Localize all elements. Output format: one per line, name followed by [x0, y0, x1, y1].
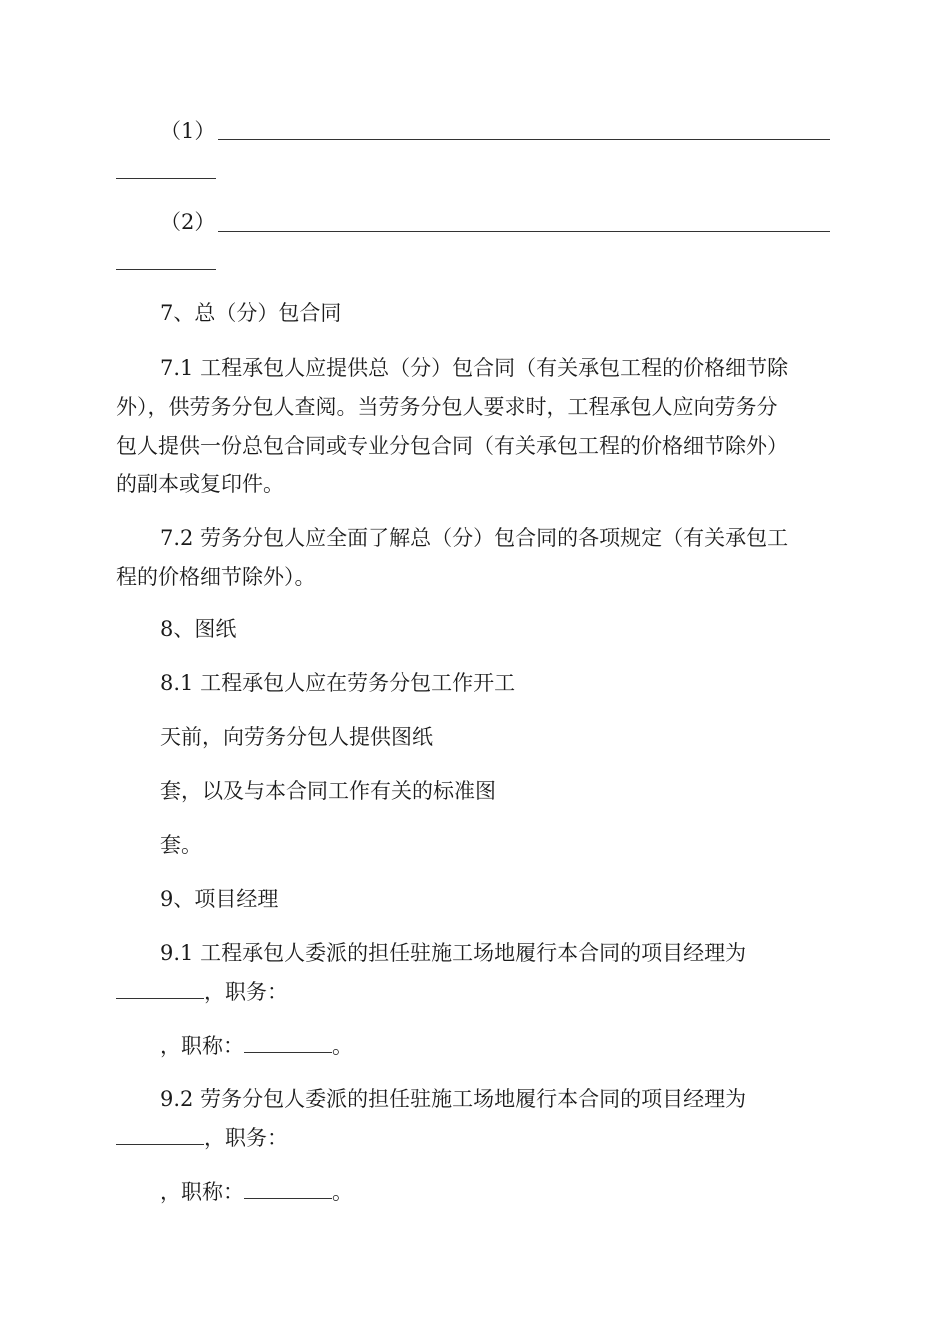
blank-field	[244, 1178, 332, 1199]
blank-field	[116, 978, 204, 999]
section-7-title: 7、总（分）包合同	[160, 301, 342, 325]
section-7-1-line-2: 外），供劳务分包人查阅。当劳务分包人要求时，工程承包人应向劳务分	[116, 395, 778, 419]
blank-item-1-rule-continued	[116, 178, 216, 179]
section-9-1-title-line	[160, 1031, 353, 1061]
title-label: ，职称：	[160, 1034, 244, 1058]
section-9-1-position-line	[116, 977, 288, 1007]
title-label: ，职称：	[160, 1180, 244, 1204]
blank-field	[244, 1032, 332, 1053]
position-label: ，职务：	[204, 1126, 288, 1150]
section-8-1-line-3: 套，以及与本合同工作有关的标准图	[160, 779, 496, 803]
blank-item-2-label: （2）	[160, 210, 216, 234]
section-8-1-line-2: 天前，向劳务分包人提供图纸	[160, 725, 433, 749]
section-9-2-line-1: 9.2 劳务分包人委派的担任驻施工场地履行本合同的项目经理为	[160, 1087, 747, 1111]
section-9-1-line-1: 9.1 工程承包人委派的担任驻施工场地履行本合同的项目经理为	[160, 941, 747, 965]
blank-item-1-label: （1）	[160, 119, 216, 143]
section-7-2-line-1: 7.2 劳务分包人应全面了解总（分）包合同的各项规定（有关承包工	[160, 526, 789, 550]
blank-field	[116, 1124, 204, 1145]
blank-item-2-rule-continued	[116, 269, 216, 270]
section-7-1-line-1: 7.1 工程承包人应提供总（分）包合同（有关承包工程的价格细节除	[160, 356, 789, 380]
section-8-1-line-4: 套。	[160, 833, 202, 857]
section-7-2-line-2: 程的价格细节除外）。	[116, 565, 316, 589]
section-9-2-title-line	[160, 1177, 353, 1207]
section-8-title: 8、图纸	[160, 617, 237, 641]
section-9-title: 9、项目经理	[160, 887, 279, 911]
blank-item-2-rule	[218, 231, 830, 232]
section-7-1-line-3: 包人提供一份总包合同或专业分包合同（有关承包工程的价格细节除外）	[116, 434, 788, 458]
period: 。	[332, 1034, 353, 1058]
blank-item-1-rule	[218, 139, 830, 140]
section-7-1-line-4: 的副本或复印件。	[116, 472, 284, 496]
position-label: ，职务：	[204, 980, 288, 1004]
section-8-1-line-1: 8.1 工程承包人应在劳务分包工作开工	[160, 671, 516, 695]
period: 。	[332, 1180, 353, 1204]
section-9-2-position-line	[116, 1123, 288, 1153]
